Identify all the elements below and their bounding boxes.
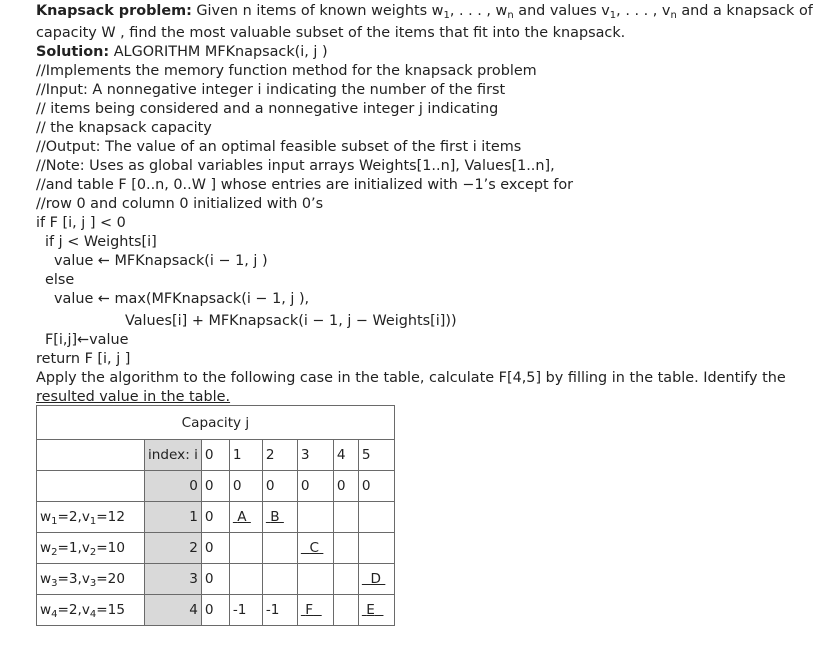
- problem-text: , . . . , w: [449, 3, 508, 19]
- item-label: [37, 471, 145, 502]
- cell-placeholder-a: A: [237, 509, 247, 525]
- table-cell: 0: [201, 564, 229, 595]
- table-cell: [333, 595, 358, 626]
- table-cell: [229, 502, 262, 533]
- problem-line-1: [36, 2, 813, 21]
- table-header-row: [37, 406, 395, 440]
- solution-heading-line: [36, 43, 328, 62]
- subscript: n: [507, 10, 514, 21]
- cell-placeholder-f: F: [305, 602, 314, 618]
- code-line: return F [i, j ]: [36, 351, 131, 367]
- table-cell: [333, 502, 358, 533]
- cell-placeholder-b: B: [270, 509, 280, 525]
- capacity-header: Capacity j: [37, 406, 395, 440]
- table-cell: [358, 502, 394, 533]
- task-line-2: resulted value in the table.: [36, 389, 231, 405]
- code-line: else: [45, 272, 75, 288]
- code-line: //row 0 and column 0 initialized with 0’s: [36, 196, 324, 212]
- subscript: n: [670, 10, 677, 21]
- code-line: //Output: The value of an optimal feasible subset of the first i items: [36, 139, 522, 155]
- table-cell: [297, 564, 333, 595]
- row-index: 1: [145, 502, 202, 533]
- table-cell: 0: [297, 471, 333, 502]
- table-row: [37, 533, 395, 564]
- table-cell: 0: [358, 471, 394, 502]
- column-header: 3: [297, 440, 333, 471]
- table-row: [37, 502, 395, 533]
- table-cell: 0: [201, 471, 229, 502]
- item-label: $w_2=1,v_2=10$: [37, 533, 145, 564]
- code-line: // the knapsack capacity: [36, 120, 212, 136]
- table-cell: [297, 533, 333, 564]
- code-line: //Input: A nonnegative integer i indicating the number of the first: [36, 82, 506, 98]
- algorithm-title: ALGORITHM MFKnapsack(i, j ): [109, 44, 328, 60]
- subscript: 1: [609, 10, 617, 21]
- row-index: 4: [145, 595, 202, 626]
- problem-heading: Knapsack problem:: [36, 3, 192, 19]
- table-cell: -1: [262, 595, 297, 626]
- empty-cell: [37, 440, 145, 471]
- table-cell: [358, 533, 394, 564]
- subscript: 1: [443, 10, 450, 21]
- code-line: // items being considered and a nonnegative integer j indicating: [36, 101, 499, 117]
- index-label: index: i: [145, 440, 202, 471]
- problem-line-2: capacity W , find the most valuable subset of the items that fit into the knapsack.: [36, 25, 626, 41]
- problem-text: , . . . , v: [616, 3, 671, 19]
- row-index: 0: [145, 471, 202, 502]
- table-cell: [229, 533, 262, 564]
- table-cell: 0: [201, 595, 229, 626]
- code-line: Values[i] + MFKnapsack(i − 1, j − Weights[i])): [125, 313, 457, 329]
- solution-heading: Solution:: [36, 44, 110, 60]
- table-cell: [262, 502, 297, 533]
- problem-text: and values v: [513, 3, 610, 19]
- code-line: //and table F [0..n, 0..W ] whose entries are initialized with −1’s except for: [36, 177, 574, 193]
- table-cell: 0: [333, 471, 358, 502]
- code-line: if j < Weights[i]: [45, 234, 157, 250]
- table-cell: 0: [201, 502, 229, 533]
- table-cell: 0: [201, 533, 229, 564]
- problem-text: and a knapsack of: [676, 3, 813, 19]
- item-label: $w_4=2,v_4=15$: [37, 595, 145, 626]
- column-header: 1: [229, 440, 262, 471]
- row-index: 2: [145, 533, 202, 564]
- column-header: 2: [262, 440, 297, 471]
- table-row: [37, 471, 395, 502]
- table-cell: [262, 564, 297, 595]
- knapsack-table: [36, 405, 395, 626]
- table-cell: [333, 564, 358, 595]
- table-row: [37, 595, 395, 626]
- column-header: 0: [201, 440, 229, 471]
- table-cell: [229, 564, 262, 595]
- cell-placeholder-d: D: [370, 571, 381, 587]
- table-cell: -1: [229, 595, 262, 626]
- cell-placeholder-e: E: [366, 602, 375, 618]
- table-cell: [262, 533, 297, 564]
- table-cell: [358, 564, 394, 595]
- code-line: //Note: Uses as global variables input arrays Weights[1..n], Values[1..n],: [36, 158, 555, 174]
- code-line: value ← max(MFKnapsack(i − 1, j ),: [54, 291, 310, 307]
- table-cell: [358, 595, 394, 626]
- column-header: 4: [333, 440, 358, 471]
- table-cell: 0: [229, 471, 262, 502]
- table-row: [37, 440, 395, 471]
- table-cell: 0: [262, 471, 297, 502]
- task-line-1: Apply the algorithm to the following case in the table, calculate F[4,5] by filling in the table. Identify the: [36, 370, 786, 386]
- row-index: 3: [145, 564, 202, 595]
- table-cell: [297, 595, 333, 626]
- cell-placeholder-c: C: [309, 540, 320, 556]
- code-line: F[i,j]←value: [45, 332, 129, 348]
- code-line: value ← MFKnapsack(i − 1, j ): [54, 253, 268, 269]
- problem-text: Given n items of known weights w: [196, 3, 444, 19]
- code-line: //Implements the memory function method for the knapsack problem: [36, 63, 537, 79]
- code-line: if F [i, j ] < 0: [36, 215, 126, 231]
- table-cell: [333, 533, 358, 564]
- column-header: 5: [358, 440, 394, 471]
- table-cell: [297, 502, 333, 533]
- item-label: $w_3=3,v_3=20$: [37, 564, 145, 595]
- table-row: [37, 564, 395, 595]
- item-label: $w_1=2,v_1=12$: [37, 502, 145, 533]
